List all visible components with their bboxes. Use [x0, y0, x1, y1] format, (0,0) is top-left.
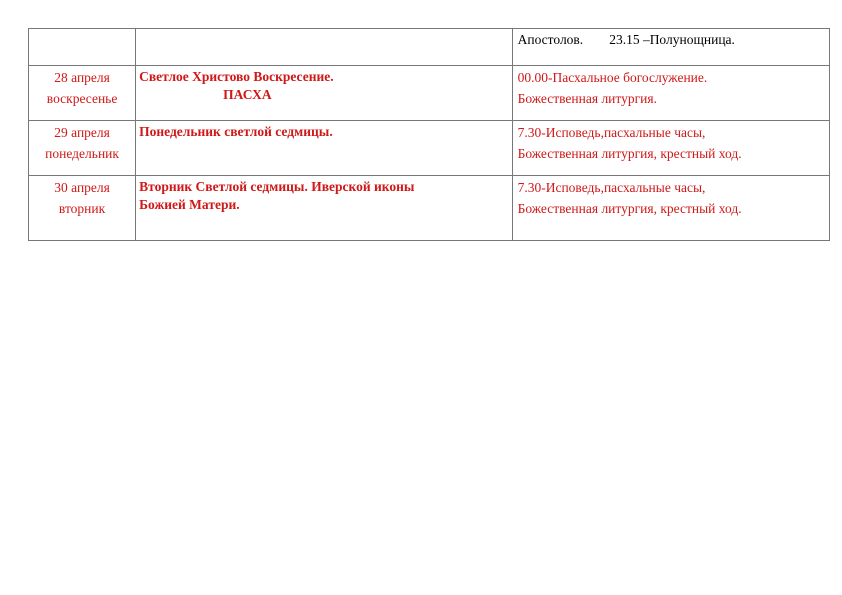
- feast-title: Понедельник светлой седмицы.: [139, 124, 333, 139]
- schedule-table: [28, 28, 830, 241]
- weekday-text: понедельник: [45, 146, 119, 161]
- date-text: 30 апреля: [54, 180, 110, 195]
- date-cell-empty: [29, 29, 136, 66]
- feast-subtitle: ПАСХА: [223, 87, 272, 102]
- service-line: Божественная литургия, крестный ход.: [517, 201, 742, 216]
- services-cell: [512, 176, 829, 241]
- feast-cell: [136, 66, 512, 121]
- date-text: 28 апреля: [54, 70, 110, 85]
- service-line: Божественная литургия.: [517, 91, 657, 106]
- table-row: [29, 66, 830, 121]
- service-line: 00.00-Пасхальное богослужение.: [517, 70, 708, 85]
- weekday-text: воскресенье: [46, 91, 118, 106]
- feast-title: Светлое Христово Воскресение.: [139, 69, 334, 84]
- service-line: 7.30-Исповедь,пасхальные часы,: [517, 180, 706, 195]
- services-cell: [512, 66, 829, 121]
- services-cell: [512, 121, 829, 176]
- date-cell: [29, 176, 136, 241]
- service-line: 7.30-Исповедь,пасхальные часы,: [517, 125, 706, 140]
- feast-title: Вторник Светлой седмицы. Иверской иконы: [139, 179, 415, 194]
- date-cell: [29, 121, 136, 176]
- services-cell-continuation: [512, 29, 829, 66]
- table-row: [29, 121, 830, 176]
- feast-cell: [136, 121, 512, 176]
- continuation-text-2: 23.15 –Полунощница.: [609, 32, 735, 47]
- date-text: 29 апреля: [54, 125, 110, 140]
- feast-cell: [136, 176, 512, 241]
- weekday-text: вторник: [58, 201, 106, 216]
- continuation-text-1: Апостолов.: [517, 32, 584, 47]
- service-line: Божественная литургия, крестный ход.: [517, 146, 742, 161]
- feast-title-continued: Божией Матери.: [139, 197, 240, 212]
- feast-cell-empty: [136, 29, 512, 66]
- table-row: [29, 176, 830, 241]
- table-row-continuation: [29, 29, 830, 66]
- date-cell: [29, 66, 136, 121]
